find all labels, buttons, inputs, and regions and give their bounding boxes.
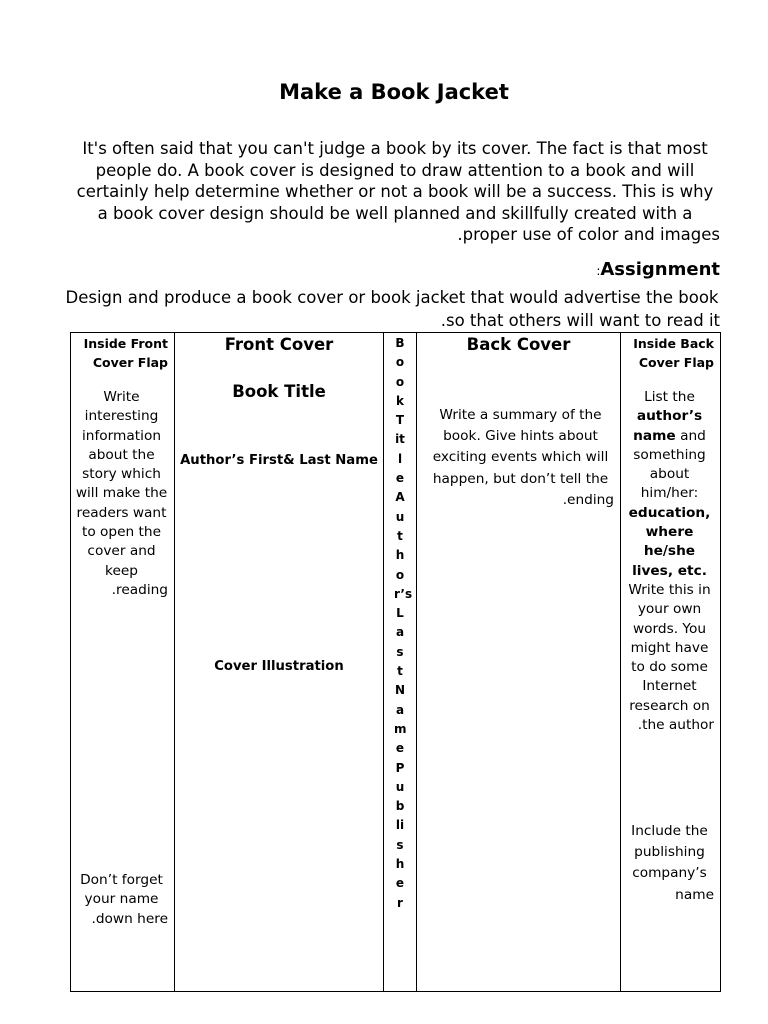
- inside-front-flap-heading: Inside Front Cover Flap: [83, 336, 168, 370]
- spine-text: Book Title Author’s Last Name Publisher: [394, 336, 413, 910]
- front-cover-heading: Front Cover: [224, 335, 334, 354]
- inside-back-flap-heading: Inside Back Cover Flap: [633, 336, 714, 370]
- inside-back-text-2: and something about him/her:: [633, 427, 706, 502]
- inside-back-flap-cell: [621, 333, 721, 992]
- front-cover-cell: [175, 333, 384, 992]
- book-jacket-row: [71, 333, 721, 992]
- back-cover-instructions: Write a summary of the book. Give hints about exciting events which will happen, but don’t tell the ending.: [432, 407, 614, 508]
- inside-back-text-1: List the: [644, 389, 695, 405]
- intro-paragraph: It's often said that you can't judge a book by its cover. The fact is that most people do. A book cover is designed to draw attention to a book and will certainly help determine whether or not a book will be a success. This is why a book cover design should be well planned and skillfully created with a proper use of color and images.: [76, 139, 720, 245]
- page-title: Make a Book Jacket: [279, 80, 509, 104]
- inside-back-text-3: Write this in your own words. You might have to do some Internet research on the author.: [628, 581, 714, 734]
- inside-front-flap-instructions: Write interesting information about the story which will make the readers want to open the cover and keep reading.: [75, 389, 168, 598]
- assignment-heading: [500, 259, 720, 280]
- book-title-label: Book Title: [232, 382, 326, 401]
- inside-back-bold-2: education, where he/she lives, etc.: [628, 504, 711, 579]
- inside-front-flap-cell: [71, 333, 175, 992]
- assignment-text: Design and produce a book cover or book jacket that would advertise the book so that others will want to read it.: [65, 288, 720, 330]
- author-name-label: Author’s First& Last Name: [180, 453, 378, 468]
- inside-back-flap-instructions: [621, 388, 720, 735]
- back-cover-cell: [417, 333, 621, 992]
- inside-back-publisher-note: Include the publishing company’s name: [631, 823, 714, 903]
- inside-front-flap-name-note: Don’t forget your name down here.: [80, 872, 168, 927]
- cover-illustration-label: Cover Illustration: [214, 659, 344, 674]
- back-cover-heading: Back Cover: [466, 335, 571, 354]
- assignment-heading-text: Assignment: [600, 259, 720, 280]
- book-jacket-table: [70, 332, 721, 992]
- inside-back-bold-1: author’s name: [633, 408, 703, 444]
- spine-cell: [384, 333, 417, 992]
- assignment-colon: :: [596, 264, 601, 278]
